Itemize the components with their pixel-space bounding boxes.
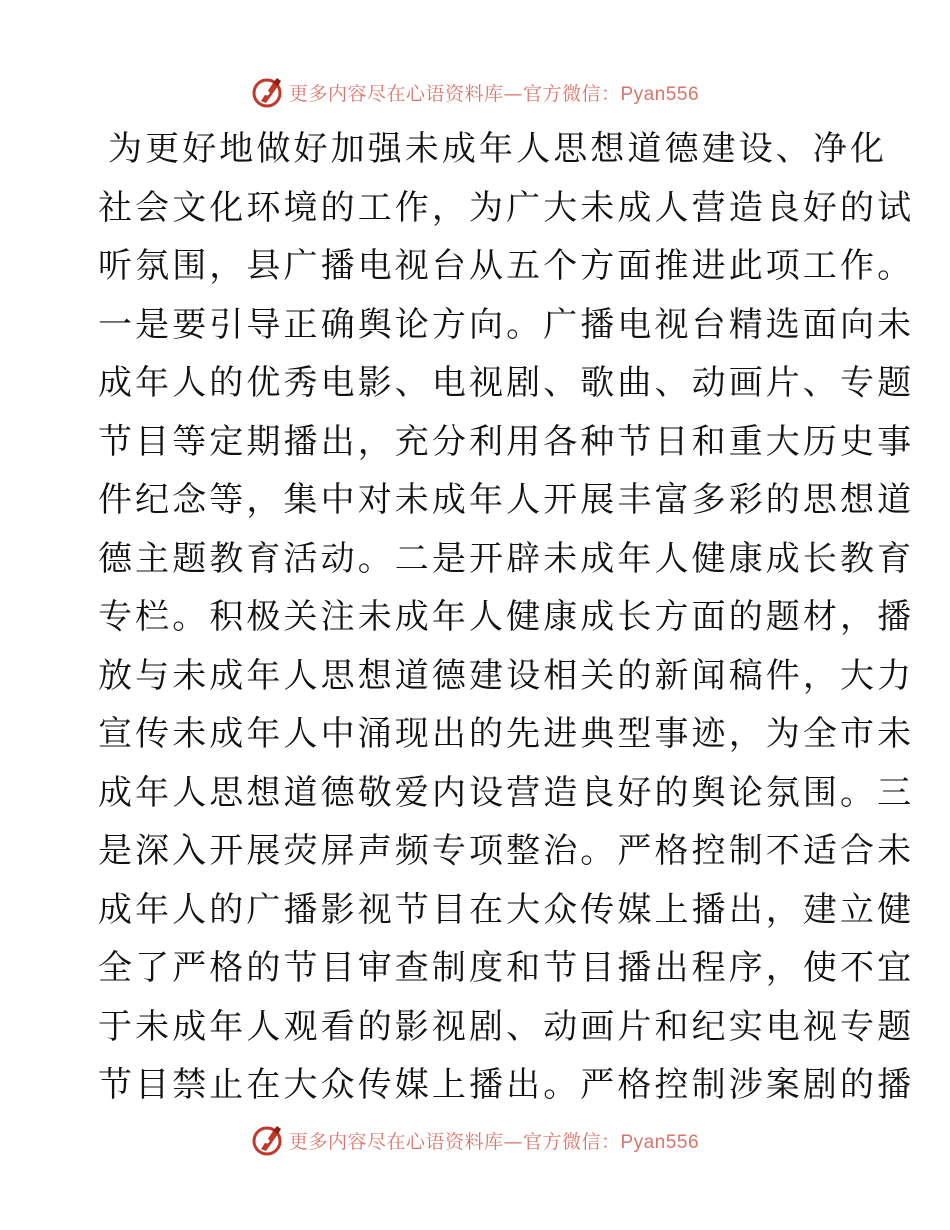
body-line: 放与未成年人思想道德建设相关的新闻稿件，大力	[98, 655, 915, 696]
body-line: 社会文化环境的工作，为广大未成人营造良好的试	[98, 187, 915, 228]
watermark-site: 更多内容尽在心语资料库	[288, 1130, 504, 1153]
pen-nib-logo-icon	[251, 75, 285, 109]
body-line: 成年人的广播影视节目在大众传媒上播出，建立健	[98, 889, 915, 930]
body-line: 节目等定期播出，充分利用各种节日和重大历史事	[98, 421, 915, 462]
watermark-site: 更多内容尽在心语资料库	[288, 82, 504, 105]
document-body	[98, 120, 915, 1115]
body-line: 听氛围，县广播电视台从五个方面推进此项工作。	[98, 246, 915, 286]
watermark-dash: —	[503, 82, 523, 105]
body-line: 宣传未成年人中涌现出的先进典型事迹，为全市未	[98, 714, 915, 754]
watermark-text	[289, 1127, 699, 1154]
body-line: 成年人思想道德敬爱内设营造良好的舆论氛围。三	[98, 772, 915, 813]
body-line: 德主题教育活动。二是开辟未成年人健康成长教育	[98, 538, 915, 579]
watermark-footer	[0, 1120, 950, 1160]
body-line: 成年人的优秀电影、电视剧、歌曲、动画片、专题	[98, 363, 915, 403]
watermark-dash: —	[503, 1130, 523, 1153]
body-line: 是深入开展荧屏声频专项整治。严格控制不适合未	[98, 831, 915, 871]
body-line: 为更好地做好加强未成年人思想道德建设、净化	[108, 129, 888, 169]
watermark-wechat: 官方微信：Pyan556	[523, 1131, 700, 1153]
pen-nib-logo-icon	[251, 1123, 285, 1157]
body-line: 节目禁止在大众传媒上播出。严格控制涉案剧的播	[98, 1065, 915, 1105]
body-line: 于未成年人观看的影视剧、动画片和纪实电视专题	[98, 1006, 915, 1047]
watermark-wechat: 官方微信：Pyan556	[523, 83, 700, 105]
body-line: 全了严格的节目审查制度和节目播出程序，使不宜	[98, 948, 915, 988]
body-line: 件纪念等，集中对未成年人开展丰富多彩的思想道	[98, 480, 915, 520]
body-line: 一是要引导正确舆论方向。广播电视台精选面向未	[98, 304, 915, 345]
watermark-header	[0, 72, 950, 112]
watermark-text	[289, 79, 699, 106]
body-line: 专栏。积极关注未成年人健康成长方面的题材，播	[98, 597, 915, 637]
